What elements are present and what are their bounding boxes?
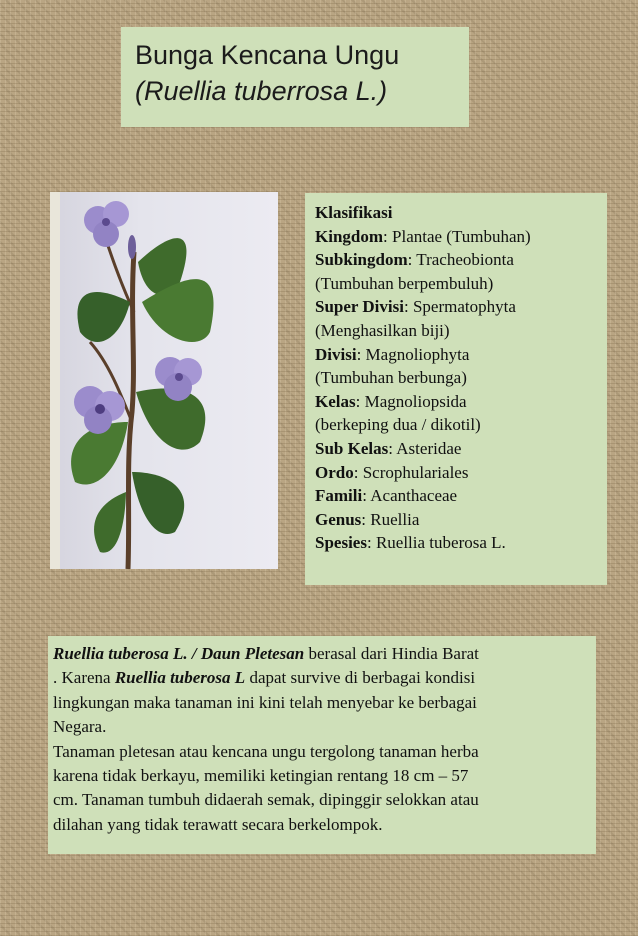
classification-value: Asteridae <box>396 438 462 458</box>
description-line <box>53 740 588 764</box>
leaf <box>94 492 126 553</box>
classification-separator: : <box>383 226 393 246</box>
classification-value: (berkeping dua / dikotil) <box>315 415 481 435</box>
classification-separator: : <box>361 509 371 529</box>
description-line <box>53 666 588 690</box>
plant-illustration <box>50 192 278 569</box>
description-segment: dilahan yang tidak terawatt secara berkelompok. <box>53 814 383 834</box>
plant-photo <box>50 192 278 569</box>
classification-separator: : <box>362 486 371 506</box>
classification-list <box>315 225 597 555</box>
classification-label: Divisi <box>315 344 357 364</box>
classification-line <box>315 225 597 249</box>
classification-value: (Tumbuhan berbunga) <box>315 368 467 388</box>
description-segment: Tanaman pletesan atau kencana ungu tergolong tanaman herba <box>53 741 479 761</box>
classification-separator: : <box>353 462 363 482</box>
title-scientific-name: (Ruellia tuberrosa L.) <box>135 76 388 106</box>
classification-line <box>315 484 597 508</box>
description-line <box>53 764 588 788</box>
description-line <box>53 642 588 666</box>
classification-value: Scrophulariales <box>362 462 469 482</box>
classification-separator: : <box>403 297 413 317</box>
description-emphasis: Ruellia tuberosa L. / Daun Pletesan <box>53 644 305 663</box>
classification-value: Tracheobionta <box>416 250 514 270</box>
classification-value: Acanthaceae <box>370 486 458 506</box>
classification-value: (Menghasilkan biji) <box>315 320 450 340</box>
classification-value: (Tumbuhan berpembuluh) <box>315 273 494 293</box>
description-segment: Negara. <box>53 717 107 737</box>
description-line <box>53 813 588 837</box>
title-box <box>121 27 469 127</box>
classification-line <box>315 413 597 437</box>
classification-line <box>315 272 597 296</box>
classification-label: Super Divisi <box>315 297 404 317</box>
classification-separator: : <box>366 533 376 553</box>
classification-separator: : <box>407 250 417 270</box>
description-emphasis: Ruellia tuberosa L <box>114 668 246 688</box>
description-segment: . Karena <box>53 668 115 688</box>
classification-value: Spermatophyta <box>412 297 516 317</box>
classification-line <box>315 461 597 485</box>
flower-bud <box>128 235 136 259</box>
classification-label: Kelas <box>315 391 356 411</box>
classification-label: Genus <box>315 509 362 529</box>
description-text <box>53 642 588 837</box>
classification-line <box>315 295 597 319</box>
classification-separator: : <box>356 344 366 364</box>
description-segment: berasal dari Hindia Barat <box>304 644 479 663</box>
leaf <box>77 292 130 342</box>
description-line <box>53 691 588 715</box>
title-common-name: Bunga Kencana Ungu <box>135 40 400 70</box>
classification-line <box>315 319 597 343</box>
classification-label: Ordo <box>315 462 354 482</box>
classification-heading: Klasifikasi <box>315 203 393 222</box>
description-segment: cm. Tanaman tumbuh didaerah semak, dipinggir selokkan atau <box>53 790 479 810</box>
classification-value: Ruellia <box>370 509 420 529</box>
description-panel <box>48 636 596 854</box>
classification-line <box>315 437 597 461</box>
description-segment: lingkungan maka tanaman ini kini telah menyebar ke berbagai <box>53 692 477 712</box>
classification-panel <box>305 193 607 585</box>
classification-line <box>315 390 597 414</box>
leaf <box>132 472 184 534</box>
classification-label: Kingdom <box>315 226 384 246</box>
flower <box>84 201 129 247</box>
description-segment: dapat survive di berbagai kondisi <box>245 668 476 688</box>
classification-line <box>315 248 597 272</box>
classification-line <box>315 508 597 532</box>
classification-line <box>315 531 597 555</box>
classification-line <box>315 343 597 367</box>
classification-value: Magnoliophyta <box>365 344 470 364</box>
description-line <box>53 715 588 739</box>
classification-label: Famili <box>315 486 363 506</box>
classification-value: Magnoliopsida <box>364 391 467 411</box>
classification-separator: : <box>355 391 365 411</box>
classification-separator: : <box>388 438 397 458</box>
classification-value: Ruellia tuberosa L. <box>375 533 506 553</box>
description-line <box>53 788 588 812</box>
classification-label: Spesies <box>315 533 367 553</box>
classification-value: Plantae (Tumbuhan) <box>392 226 531 246</box>
classification-label: Sub Kelas <box>315 438 389 458</box>
ruler-strip <box>50 192 60 569</box>
description-segment: karena tidak berkayu, memiliki ketingian rentang 18 cm – 57 <box>53 766 469 786</box>
classification-line <box>315 366 597 390</box>
classification-label: Subkingdom <box>315 250 408 270</box>
